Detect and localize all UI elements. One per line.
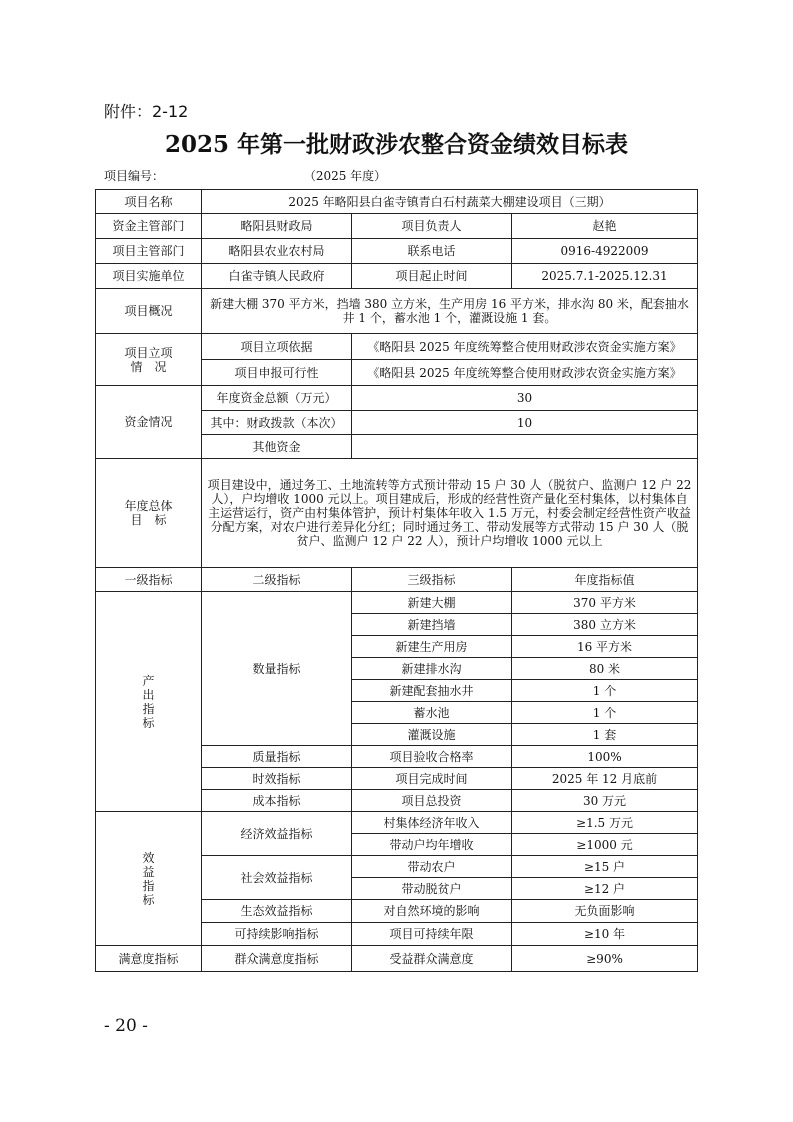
overview-value: 新建大棚 370 平方米，挡墙 380 立方米，生产用房 16 平方米，排水沟 80 米，配套抽水井 1 个，蓄水池 1 个，灌溉设施 1 套。 [202, 289, 698, 334]
indicator-name: 带动户均年增收 [352, 834, 512, 856]
document-title: 2025 年第一批财政涉农整合资金绩效目标表 [164, 131, 629, 158]
header-level1: 一级指标 [96, 568, 202, 592]
row-impl-unit [96, 264, 698, 289]
funds-fiscal-value: 10 [352, 411, 698, 435]
goal-value: 项目建设中，通过务工、土地流转等方式预计带动 15 户 30 人（脱贫户、监测户 12 户 22 人），户均增收 1000 元以上。项目建成后，形成的经营性资产量化至村集体，以村集体自主运营运行，资产由村集体管护，预计村集体年收入 1.5 万元，村委会制定经营性资产收益分配方案，对农户进行差异化分红；同时通过务工、带动发展等方式带动 15 户 30 人（脱贫户、监测户 12 户 22 人），预计户均增收 1000 元以上 [202, 459, 698, 568]
indicator-value: 1 个 [512, 680, 698, 702]
output-indicator-label [96, 592, 202, 812]
cell-label: 项目名称 [96, 190, 202, 214]
indicator-value: 无负面影响 [512, 900, 698, 923]
label-char: 益 [142, 864, 155, 879]
period-value: 2025.7.1-2025.12.31 [512, 264, 698, 289]
header-value: 年度指标值 [512, 568, 698, 592]
row-project-name [96, 190, 698, 214]
cell-label: 项目申报可行性 [202, 360, 352, 386]
indicator-value: 1 个 [512, 702, 698, 724]
cell-label: 其中：财政拨款（本次） [202, 411, 352, 435]
row-overview [96, 289, 698, 334]
indicator-name: 带动农户 [352, 856, 512, 878]
indicator-name: 蓄水池 [352, 702, 512, 724]
feasibility-value: 《略阳县 2025 年度统筹整合使用财政涉农资金实施方案》 [352, 360, 698, 386]
indicator-value: 380 立方米 [512, 614, 698, 636]
label-char: 标 [142, 892, 155, 907]
indicator-name: 项目可持续年限 [352, 923, 512, 946]
cell-label: 项目负责人 [352, 214, 512, 239]
funds-other-value [352, 435, 698, 459]
indicator-value: 80 米 [512, 658, 698, 680]
indicator-name: 带动脱贫户 [352, 878, 512, 900]
cell-label: 项目起止时间 [352, 264, 512, 289]
indicator-name: 灌溉设施 [352, 724, 512, 746]
project-code-label: 项目编号： [104, 169, 165, 183]
row-goal [96, 459, 698, 568]
indicator-name: 新建大棚 [352, 592, 512, 614]
quantity-indicator-label: 数量指标 [202, 592, 352, 746]
label-char: 产 [142, 673, 155, 688]
cell-label: 年度资金总额（万元） [202, 386, 352, 411]
indicator-value: 100% [512, 746, 698, 768]
label-char: 标 [142, 715, 155, 730]
cell-label: 其他资金 [202, 435, 352, 459]
label-char: 效 [142, 850, 155, 865]
header-level2: 二级指标 [202, 568, 352, 592]
row-indicator-header [96, 568, 698, 592]
time-indicator-label: 时效指标 [202, 768, 352, 790]
performance-table [95, 189, 698, 972]
indicator-value: 1 套 [512, 724, 698, 746]
benefit-indicator-label [96, 812, 202, 946]
cell-label: 项目概况 [96, 289, 202, 334]
header-level3: 三级指标 [352, 568, 512, 592]
indicator-name: 新建配套抽水井 [352, 680, 512, 702]
indicator-value: ≥15 户 [512, 856, 698, 878]
approval-basis-value: 《略阳县 2025 年度统筹整合使用财政涉农资金实施方案》 [352, 334, 698, 360]
impl-value: 白雀寺镇人民政府 [202, 264, 352, 289]
indicator-name: 受益群众满意度 [352, 946, 512, 972]
approval-label-line: 情 况 [130, 359, 167, 374]
indicator-value: 370 平方米 [512, 592, 698, 614]
row-approval-basis [96, 334, 698, 360]
annex-label: 附件：2-12 [104, 102, 189, 121]
cell-label: 项目立项依据 [202, 334, 352, 360]
indicator-value: ≥12 户 [512, 878, 698, 900]
goal-label-line: 目 标 [130, 513, 167, 527]
proj-dept-value: 略阳县农业农村局 [202, 239, 352, 264]
year-label: （2025 年度） [303, 169, 387, 183]
indicator-name: 新建生产用房 [352, 636, 512, 658]
indicator-value: 16 平方米 [512, 636, 698, 658]
indicator-name: 新建排水沟 [352, 658, 512, 680]
satisfaction-indicator-label: 满意度指标 [96, 946, 202, 972]
table-row [96, 946, 698, 972]
indicator-name: 村集体经济年收入 [352, 812, 512, 834]
row-fund-dept [96, 214, 698, 239]
approval-label-line: 项目立项 [124, 345, 173, 360]
quality-indicator-label: 质量指标 [202, 746, 352, 768]
cost-indicator-label: 成本指标 [202, 790, 352, 812]
funds-label: 资金情况 [96, 386, 202, 459]
indicator-value: ≥1.5 万元 [512, 812, 698, 834]
table-row [96, 812, 698, 834]
row-proj-dept [96, 239, 698, 264]
indicator-value: ≥1000 元 [512, 834, 698, 856]
eco-indicator-label: 生态效益指标 [202, 900, 352, 923]
cell-label: 项目主管部门 [96, 239, 202, 264]
indicator-value: 2025 年 12 月底前 [512, 768, 698, 790]
page-number: - 20 - [104, 1016, 148, 1036]
indicator-name: 项目验收合格率 [352, 746, 512, 768]
indicator-value: ≥10 年 [512, 923, 698, 946]
approval-label [96, 334, 202, 386]
label-char: 出 [142, 687, 155, 702]
indicator-value: ≥90% [512, 946, 698, 972]
goal-label [96, 459, 202, 568]
sustain-indicator-label: 可持续影响指标 [202, 923, 352, 946]
indicator-name: 项目总投资 [352, 790, 512, 812]
indicator-value: 30 万元 [512, 790, 698, 812]
indicator-name: 新建挡墙 [352, 614, 512, 636]
label-char: 指 [142, 701, 155, 716]
fund-dept-value: 略阳县财政局 [202, 214, 352, 239]
cell-label: 资金主管部门 [96, 214, 202, 239]
funds-total-value: 30 [352, 386, 698, 411]
cell-label: 项目实施单位 [96, 264, 202, 289]
project-name-value: 2025 年略阳县白雀寺镇青白石村蔬菜大棚建设项目（三期） [202, 190, 698, 214]
goal-label-line: 年度总体 [124, 499, 173, 513]
social-indicator-label: 社会效益指标 [202, 856, 352, 900]
indicator-name: 项目完成时间 [352, 768, 512, 790]
phone-value: 0916-4922009 [512, 239, 698, 264]
satisfaction-sub-label: 群众满意度指标 [202, 946, 352, 972]
row-funds-total [96, 386, 698, 411]
table-row [96, 592, 698, 614]
indicator-name: 对自然环境的影响 [352, 900, 512, 923]
label-char: 指 [142, 878, 155, 893]
leader-value: 赵艳 [512, 214, 698, 239]
cell-label: 联系电话 [352, 239, 512, 264]
economic-indicator-label: 经济效益指标 [202, 812, 352, 856]
